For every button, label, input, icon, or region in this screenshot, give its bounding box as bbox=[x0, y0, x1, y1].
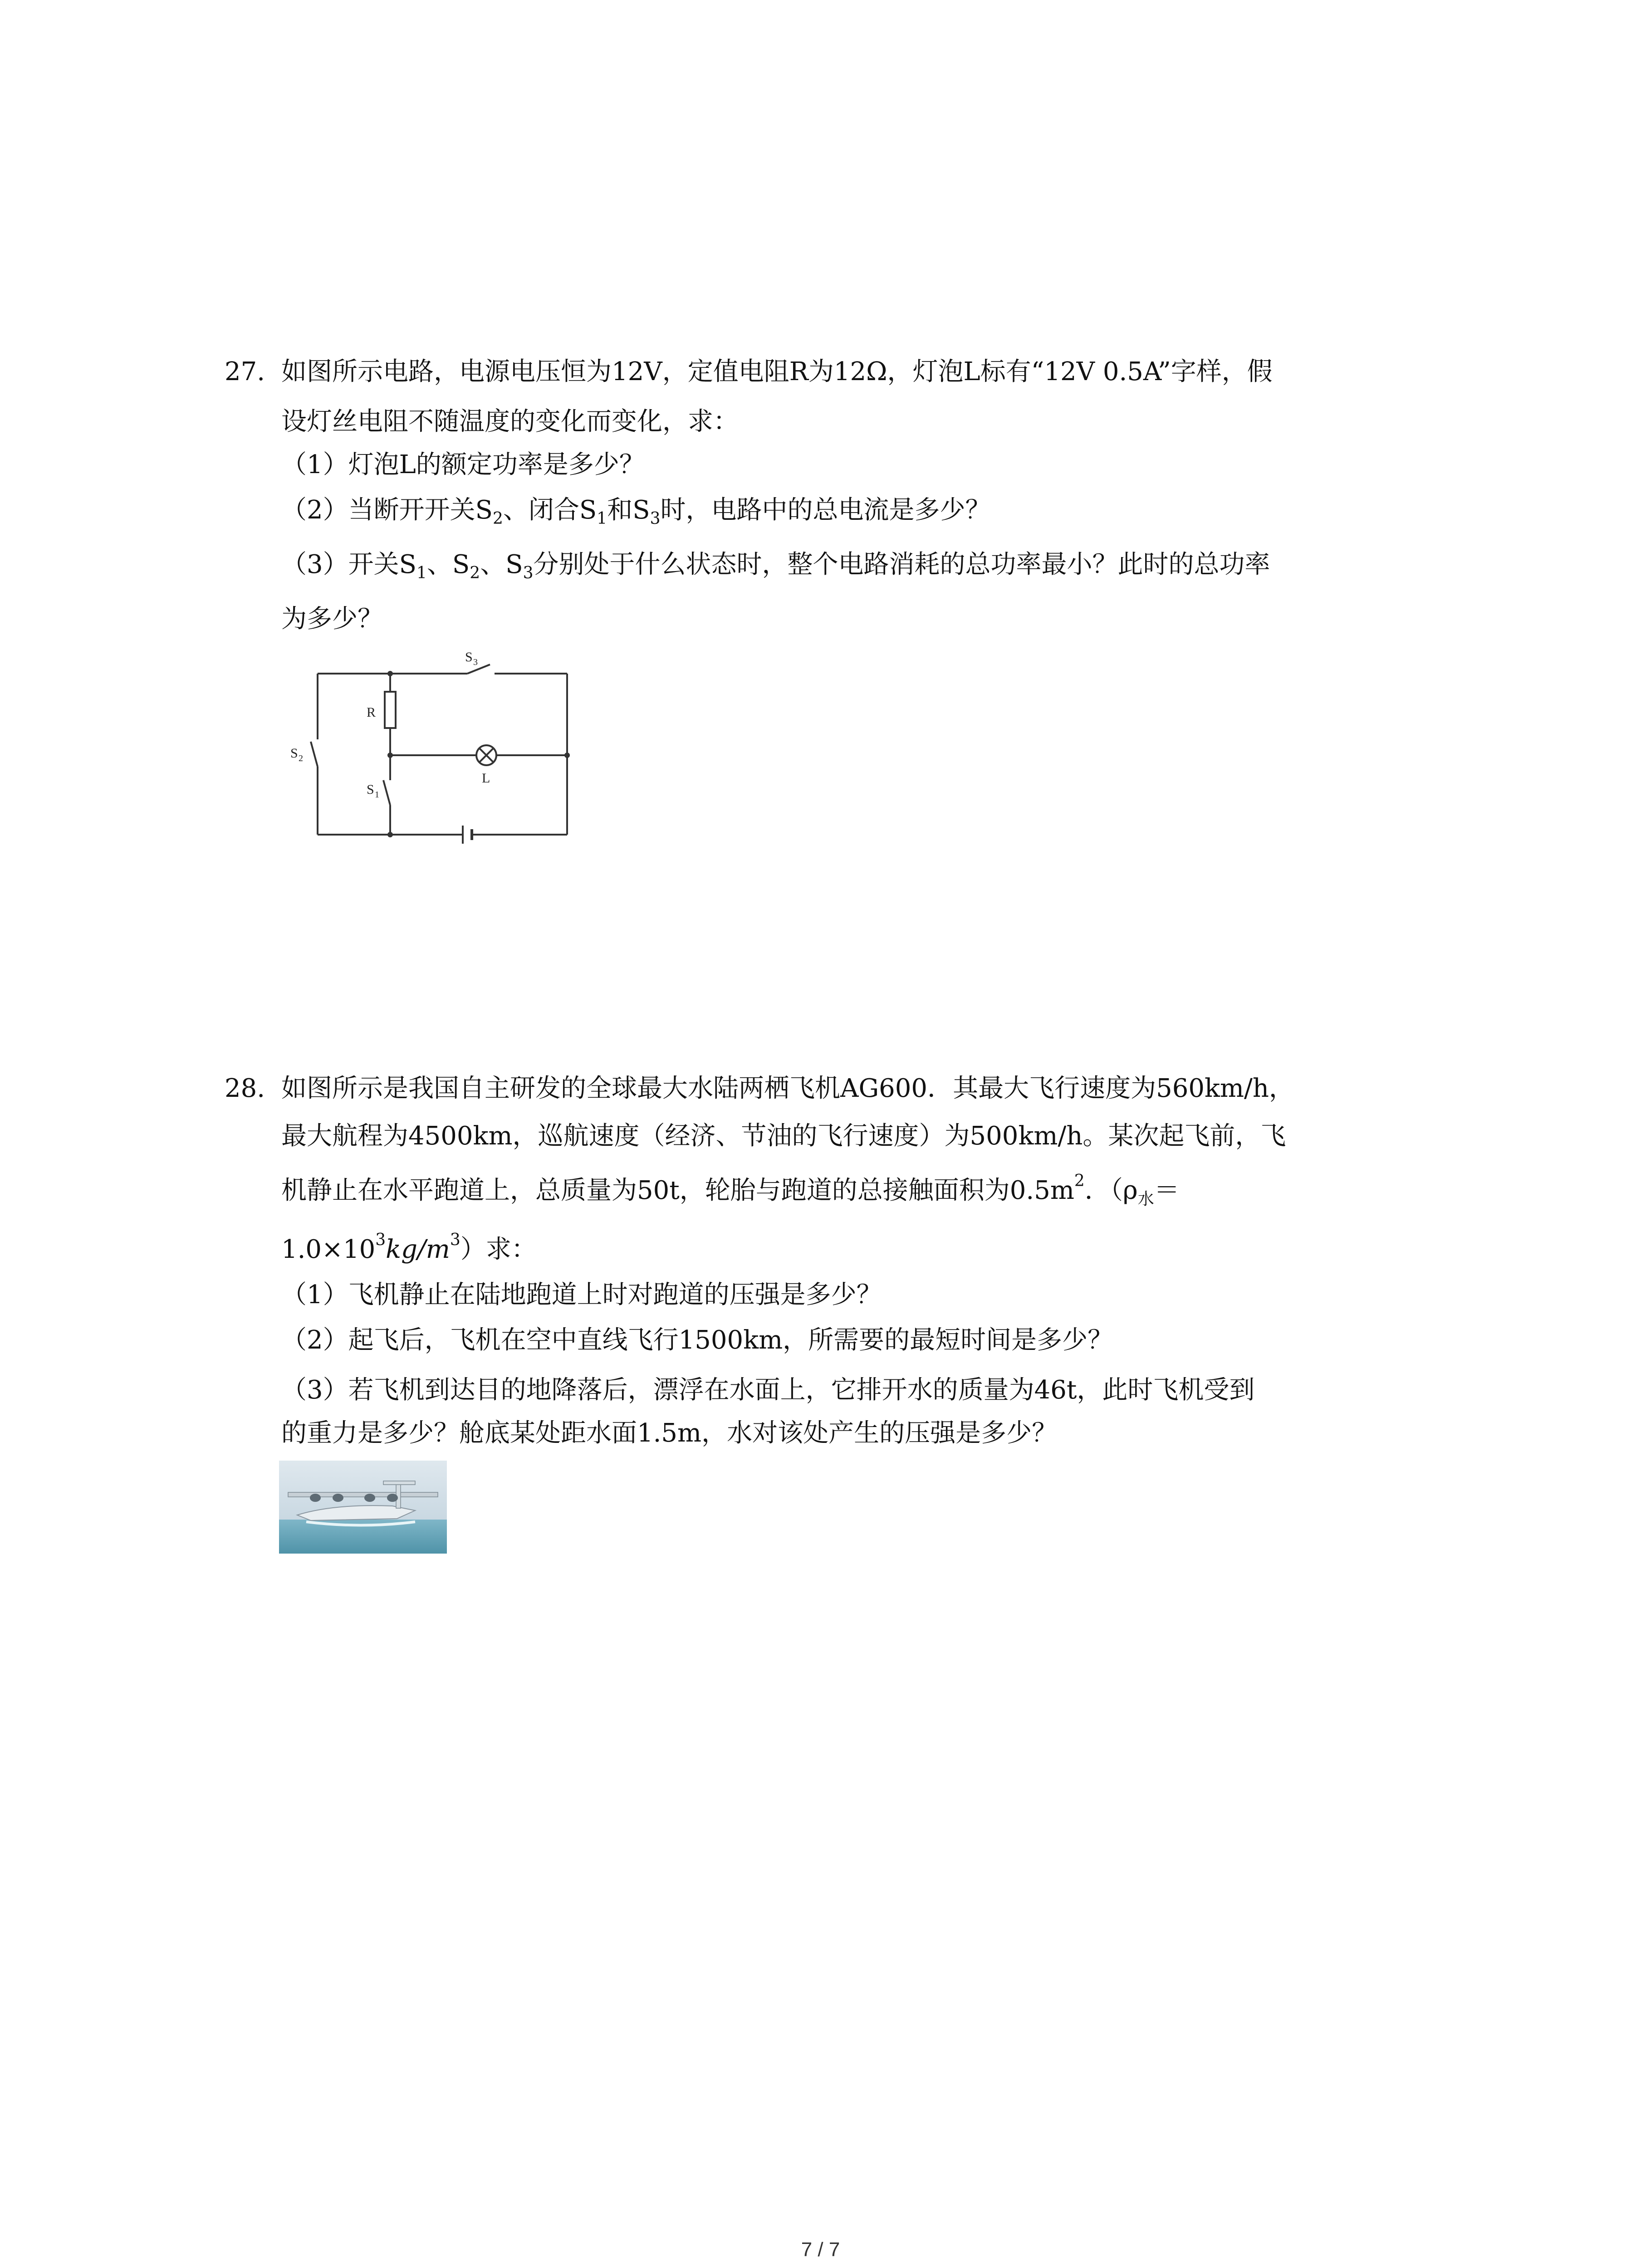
circuit-diagram bbox=[286, 644, 576, 844]
switch-s2 bbox=[311, 742, 318, 767]
q27-part3-cont: 为多少？ bbox=[281, 604, 383, 634]
resistor-r bbox=[385, 692, 396, 728]
q27-number: 27. bbox=[225, 357, 265, 386]
svg-text:S: S bbox=[290, 746, 298, 761]
q27-part2: （2）当断开开关$S_2$、闭合$S_1$和$S_3$时，电路中的总电流是多少？ bbox=[281, 495, 991, 528]
svg-text:3: 3 bbox=[473, 657, 478, 667]
svg-text:S: S bbox=[465, 650, 473, 665]
q28-part2: （2）起飞后，飞机在空中直线飞行1500km，所需要的最短时间是多少？ bbox=[281, 1325, 1113, 1355]
q28-part3-line1: （3）若飞机到达目的地降落后，漂浮在水面上，它排开水的质量为46t，此时飞机受到 bbox=[281, 1375, 1255, 1405]
q27-stem-line2: 设灯丝电阻不随温度的变化而变化，求： bbox=[281, 407, 739, 436]
q28-part3-line2: 的重力是多少？舱底某处距水面1.5m，水对该处产生的压强是多少？ bbox=[281, 1418, 1058, 1448]
q28-stem-line4: $1.0\times 10^3kg/m^3$）求： bbox=[281, 1231, 537, 1264]
q28-stem-line2: 最大航程为4500km，巡航速度（经济、节油的飞行速度）为500km/h。某次起飞前，飞 bbox=[281, 1121, 1286, 1151]
svg-text:1: 1 bbox=[375, 790, 379, 800]
q28-stem-line1 bbox=[225, 1070, 1294, 1107]
q27-part1: （1）灯泡L的额定功率是多少？ bbox=[281, 450, 645, 479]
svg-text:R: R bbox=[367, 705, 376, 720]
svg-text:L: L bbox=[482, 771, 490, 786]
switch-s3 bbox=[467, 665, 490, 674]
q28-stem-text1: 如图所示是我国自主研发的全球最大水陆两栖飞机AG600．其最大飞行速度为560km/h， bbox=[281, 1074, 1294, 1103]
svg-text:S: S bbox=[367, 782, 374, 797]
q27-stem-line1 bbox=[225, 354, 1273, 390]
q28-stem-line3: 机静止在水平跑道上，总质量为50t，轮胎与跑道的总接触面积为$0.5m^2$．（$\rho_水=$ bbox=[281, 1172, 1180, 1208]
q28-part1: （1）飞机静止在陆地跑道上时对跑道的压强是多少？ bbox=[281, 1280, 882, 1310]
q27-stem-text1: 如图所示电路，电源电压恒为12V，定值电阻R为12Ω，灯泡L标有“12V 0.5A”字样，假 bbox=[281, 357, 1273, 386]
q27-part3: （3）开关$S_1$、$S_2$、$S_3$分别处于什么状态时，整个电路消耗的总功率最小？此时的总功率 bbox=[281, 550, 1270, 582]
switch-s1 bbox=[383, 780, 390, 805]
svg-text:2: 2 bbox=[299, 753, 303, 763]
q28-number: 28. bbox=[225, 1074, 265, 1103]
page-number: 7 / 7 bbox=[801, 2239, 840, 2261]
seaplane-photo bbox=[279, 1461, 447, 1554]
